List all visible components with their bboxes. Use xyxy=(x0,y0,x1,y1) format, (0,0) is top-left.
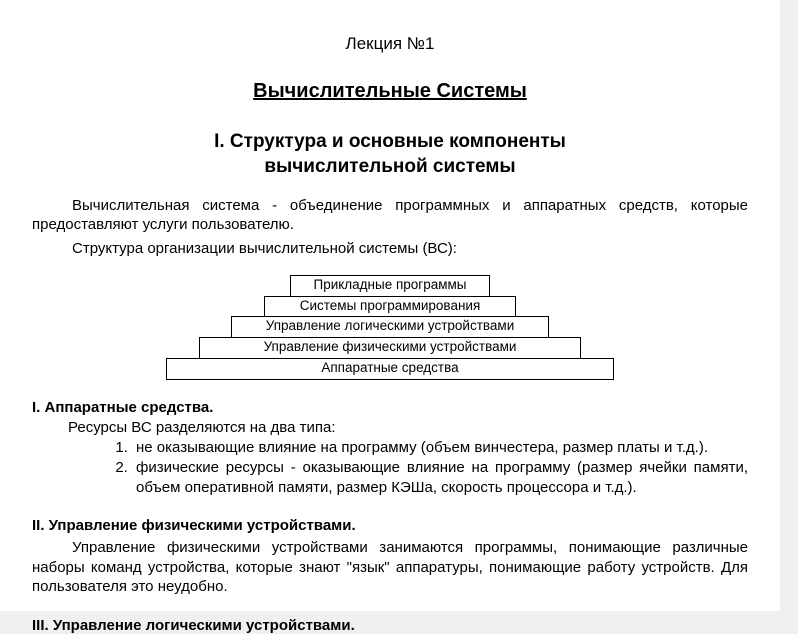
section-3-heading: III. Управление логическими устройствами. xyxy=(32,616,355,634)
section-heading-line-1: I. Структура и основные компоненты xyxy=(214,131,566,152)
section-2-heading: II. Управление физическими устройствами. xyxy=(32,517,356,535)
list-item: 2. физические ресурсы - оказывающие влияние на программу (размер ячейки памяти, объем оперативной памяти, размер КЭШа, скорость процессора и т.д.). xyxy=(132,458,748,497)
intro-paragraph: Вычислительная система - объединение программных и аппаратных средств, которые предоставляют услуги пользователю. xyxy=(32,197,748,234)
section-heading-line-2: вычислительной системы xyxy=(264,156,516,178)
section-1-lead: Ресурсы ВС разделяются на два типа: xyxy=(68,418,336,436)
page-margin-area xyxy=(780,0,798,611)
pyramid-row: Управление физическими устройствами xyxy=(199,337,581,359)
document-title: Вычислительные Системы xyxy=(253,80,527,102)
section-1-list xyxy=(32,438,748,498)
lecture-label: Лекция №1 xyxy=(345,34,435,53)
section-1-heading: I. Аппаратные средства. xyxy=(32,398,214,416)
section-heading xyxy=(32,129,748,179)
list-item: 1. не оказывающие влияние на программу (объем винчестера, размер платы и т.д.). xyxy=(132,438,748,458)
section-2-body: Управление физическими устройствами занимаются программы, понимающие различные наборы команд устройства, которые знают "язык" аппаратуры, понимающие работу устройств. Для пользователя это неудобно. xyxy=(32,539,748,596)
pyramid-row: Аппаратные средства xyxy=(166,358,614,380)
pyramid-row: Системы программирования xyxy=(264,296,516,318)
pyramid-row: Управление логическими устройствами xyxy=(231,316,549,338)
pyramid-diagram xyxy=(32,275,748,379)
structure-line: Структура организации вычислительной системы (ВС): xyxy=(72,239,457,257)
pyramid-row: Прикладные программы xyxy=(290,275,490,297)
